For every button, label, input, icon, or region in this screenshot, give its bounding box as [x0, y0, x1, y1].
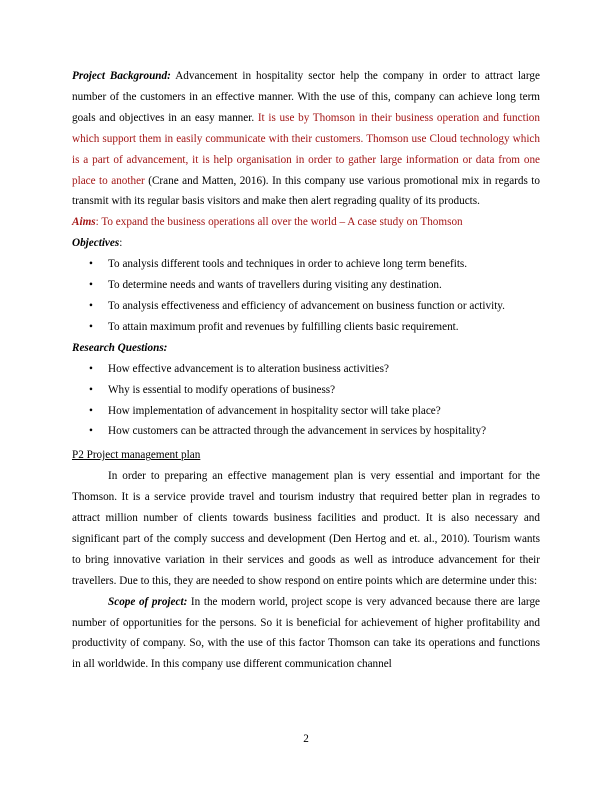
- objectives-label: Objectives: [72, 237, 120, 250]
- list-item-text: How customers can be attracted through the advancement in services by hospitality?: [108, 425, 487, 438]
- list-item-text: To attain maximum profit and revenues by fulfilling clients basic requirement.: [108, 320, 459, 333]
- bullet-icon: •: [89, 425, 93, 438]
- list-item: [72, 254, 540, 275]
- p2-paragraph-1: In order to preparing an effective management plan is very essential and important for the Thomson. It is a service provide travel and tourism industry that required better plan in regrades to attract million number of clients towards business facilities and product. It is also necessary and significant part of the comply success and development (Den Hertog and et. al., 2010). Tourism wants to bring innovative variation in their services and goods as well as introduce advancement for their travellers. Due to this, they are needed to show respond on entire points which are determine under this:: [72, 470, 540, 587]
- list-item: [72, 275, 540, 296]
- background-red-text: It is use by Thomson in their business operation and function which support them in easily communicate with their customers. Thomson use Cloud technology which is a part of advancement, it is help organisation in order to gather large information or data from one place to another: [72, 111, 540, 187]
- research-questions-label: Research Questions:: [72, 341, 168, 354]
- list-item-text: How effective advancement is to alteration business activities?: [108, 362, 389, 375]
- list-item-text: How implementation of advancement in hospitality sector will take place?: [108, 404, 441, 417]
- aims-label: Aims: [72, 216, 96, 229]
- bullet-icon: •: [89, 279, 93, 292]
- bullet-icon: •: [89, 404, 93, 417]
- aims-line: [72, 212, 540, 233]
- list-item: [72, 296, 540, 317]
- scope-text: In the modern world, project scope is very advanced because there are large number of opportunities for the persons. So it is beneficial for achievement of higher profitability and productivity of company. So, with the use of this factor Thomson can take its operations and functions in all worldwide. In this company use different communication channel: [72, 595, 541, 671]
- bullet-icon: •: [89, 383, 93, 396]
- bullet-icon: •: [89, 299, 93, 312]
- objectives-heading: [72, 233, 540, 254]
- aims-text: : To expand the business operations all over the world – A case study on Thomson: [95, 216, 463, 229]
- list-item: [72, 380, 540, 401]
- objectives-colon: :: [119, 237, 123, 250]
- bullet-icon: •: [89, 258, 93, 271]
- project-background-paragraph: [72, 66, 540, 212]
- objectives-list: [72, 254, 540, 338]
- bullet-icon: •: [89, 320, 93, 333]
- list-item: [72, 317, 540, 338]
- project-background-label: Project Background:: [72, 70, 171, 82]
- list-item-text: To determine needs and wants of travellers during visiting any destination.: [108, 279, 442, 292]
- list-item-text: To analysis different tools and techniques in order to achieve long term benefits.: [108, 258, 468, 271]
- scope-paragraph: [72, 592, 540, 676]
- page-number: 2: [303, 733, 309, 745]
- research-questions-list: [72, 359, 540, 443]
- list-item-text: To analysis effectiveness and efficiency of advancement on business function or activity.: [108, 299, 505, 312]
- scope-label: Scope of project:: [108, 595, 188, 608]
- section-heading-p2: P2 Project management plan: [72, 449, 201, 462]
- bullet-icon: •: [89, 362, 93, 375]
- background-text-2: (Crane and Matten, 2016). In this company use various promotional mix in regards to transmit with its regular basis visitors and make then alert regrading quality of its products.: [72, 174, 540, 208]
- list-item: [72, 401, 540, 422]
- list-item: [72, 359, 540, 380]
- document-body: [72, 66, 540, 675]
- research-questions-heading: [72, 338, 540, 359]
- background-text-1: Advancement in hospitality sector help the company in order to attract large number of the customers in an effective manner. With the use of this, company can achieve long term goals and objectives in an easy manner.: [72, 70, 540, 124]
- list-item: [72, 421, 540, 442]
- list-item-text: Why is essential to modify operations of business?: [108, 383, 336, 396]
